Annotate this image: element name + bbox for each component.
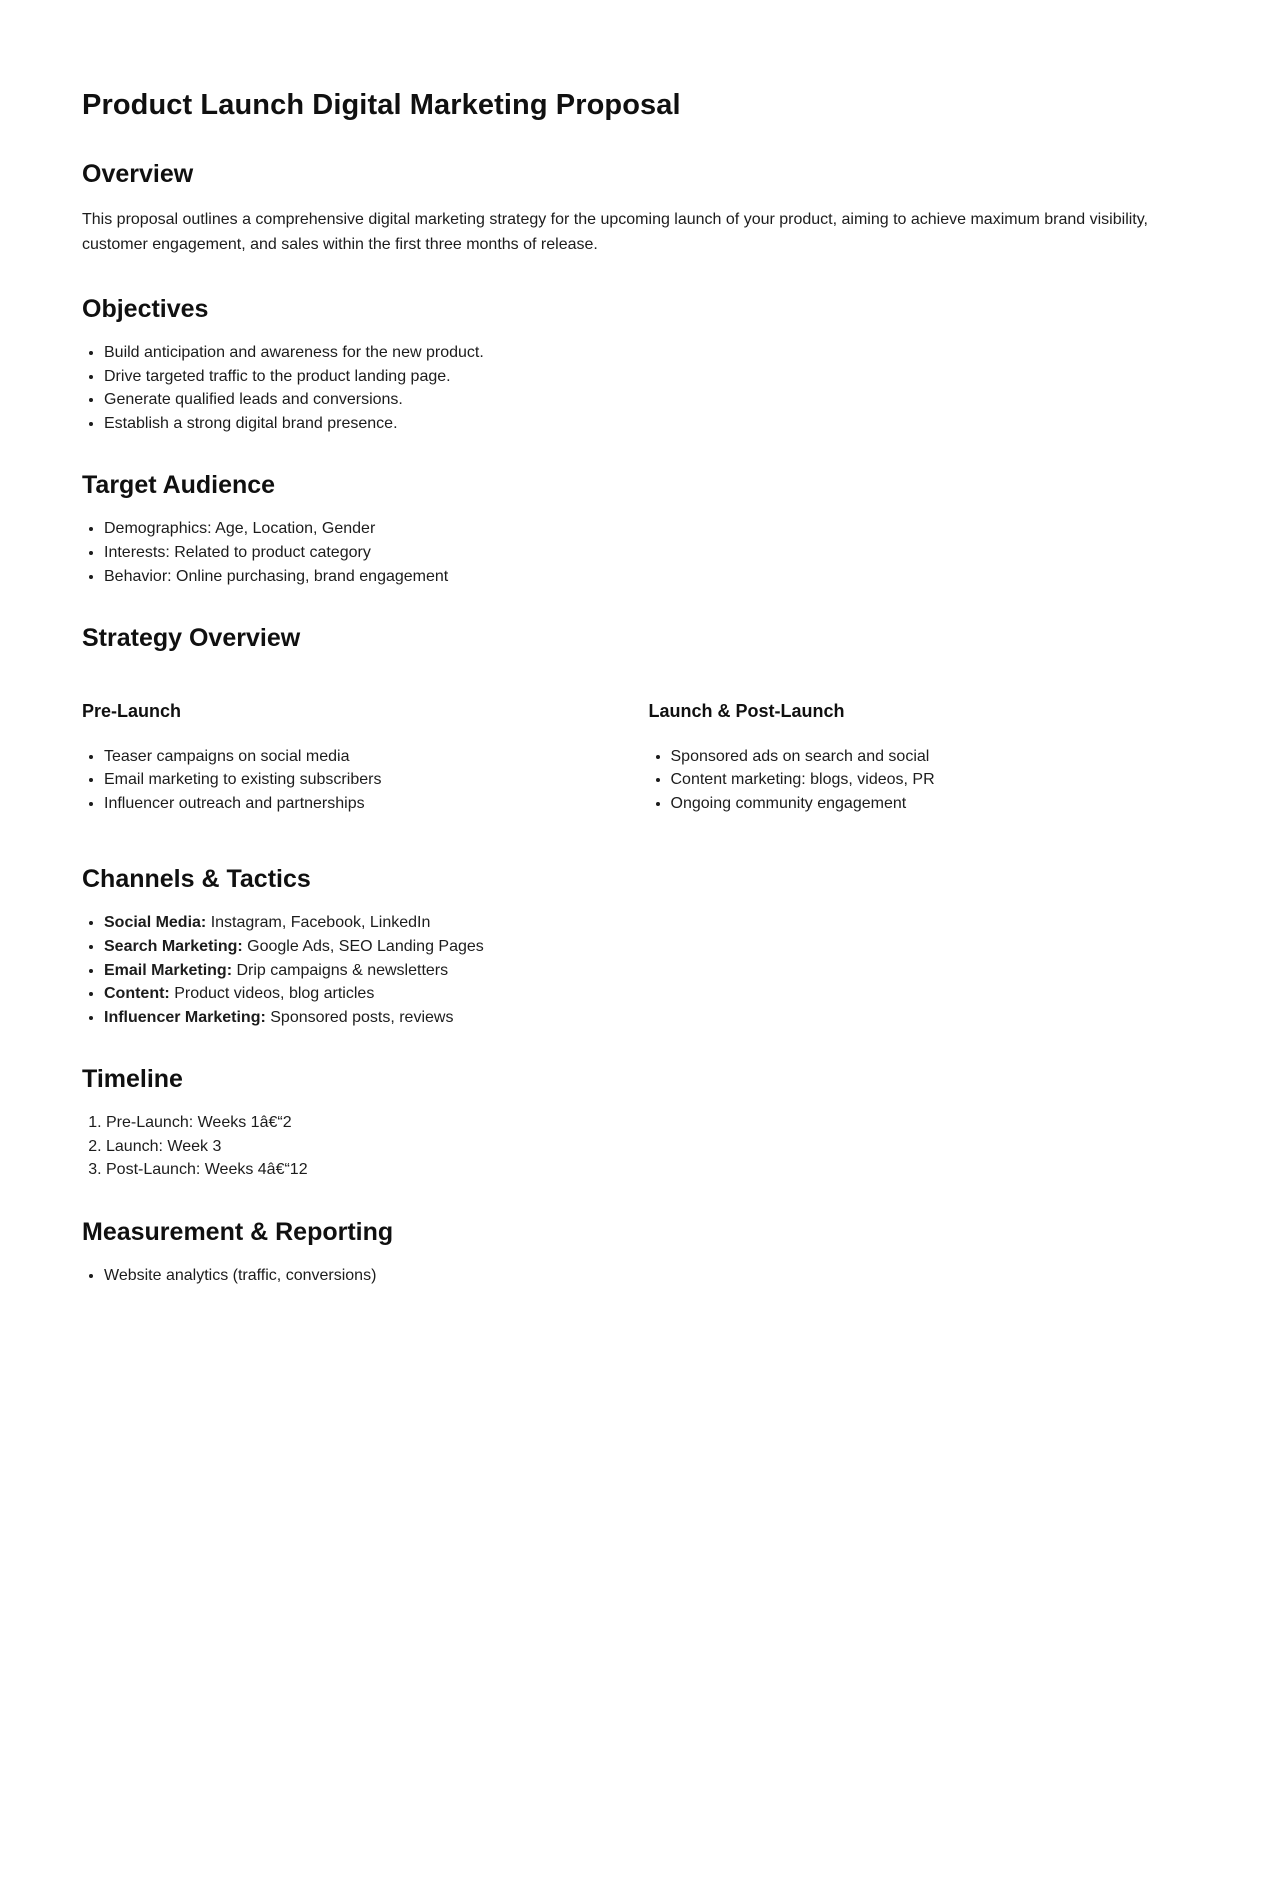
channels-tactics-list: [82, 912, 1181, 1028]
list-item: 2. Launch: Week 3: [106, 1136, 1181, 1158]
section-overview: [82, 159, 1181, 258]
list-item: [104, 936, 1181, 958]
measurement-reporting-heading: Measurement & Reporting: [82, 1218, 394, 1247]
list-item: • Ongoing community engagement: [671, 793, 1182, 815]
list-item: • Establish a strong digital brand presence.: [104, 413, 1181, 435]
list-item: 1. Pre-Launch: Weeks 1â€“2: [106, 1112, 1181, 1134]
section-objectives: [82, 294, 1181, 434]
strategy-column-pre-launch: [82, 671, 615, 828]
list-item: [104, 960, 1181, 982]
list-item: • Teaser campaigns on social media: [104, 746, 615, 768]
objectives-list: [82, 342, 1181, 434]
list-item: • Behavior: Online purchasing, brand engagement: [104, 566, 1181, 588]
list-item: • Content marketing: blogs, videos, PR: [671, 769, 1182, 791]
strategy-overview-heading: Strategy Overview: [82, 624, 301, 653]
strategy-column-launch-post-launch: [649, 671, 1182, 828]
section-channels-tactics: [82, 864, 1181, 1028]
channel-text: Instagram, Facebook, LinkedIn: [206, 914, 431, 932]
list-item: • Generate qualified leads and conversions.: [104, 389, 1181, 411]
section-strategy-overview: [82, 623, 1181, 828]
target-audience-heading: Target Audience: [82, 471, 276, 500]
timeline-list: [82, 1112, 1181, 1181]
list-item: • Email marketing to existing subscribers: [104, 769, 615, 791]
list-item: • Demographics: Age, Location, Gender: [104, 518, 1181, 540]
list-item: [104, 983, 1181, 1005]
launch-post-launch-list: [649, 746, 1182, 815]
list-item: • Influencer outreach and partnerships: [104, 793, 615, 815]
channel-text: Google Ads, SEO Landing Pages: [242, 937, 484, 955]
section-timeline: [82, 1064, 1181, 1181]
channel-label: Social Media:: [104, 914, 207, 932]
list-item: [104, 1007, 1181, 1029]
channel-label: Search Marketing:: [104, 937, 243, 955]
list-item: • Website analytics (traffic, conversions): [104, 1265, 1181, 1287]
pre-launch-list: [82, 746, 615, 815]
channel-text: Product videos, blog articles: [169, 985, 375, 1003]
section-measurement-reporting: [82, 1217, 1181, 1287]
channel-label: Influencer Marketing:: [104, 1008, 266, 1026]
overview-paragraph: This proposal outlines a comprehensive digital marketing strategy for the upcoming launch of your product, aiming to achieve maximum brand visibility, customer engagement, and sales within the first three months of release.: [82, 210, 1148, 254]
target-audience-list: [82, 518, 1181, 587]
section-target-audience: [82, 470, 1181, 587]
list-item: • Interests: Related to product category: [104, 542, 1181, 564]
channel-text: Sponsored posts, reviews: [265, 1008, 454, 1026]
launch-post-launch-heading: Launch & Post-Launch: [648, 701, 845, 722]
list-item: • Drive targeted traffic to the product landing page.: [104, 366, 1181, 388]
timeline-heading: Timeline: [82, 1065, 183, 1094]
list-item: 3. Post-Launch: Weeks 4â€“12: [106, 1159, 1181, 1181]
page-title: Product Launch Digital Marketing Proposal: [82, 89, 681, 121]
pre-launch-heading: Pre-Launch: [82, 701, 182, 722]
overview-heading: Overview: [82, 159, 194, 188]
channel-label: Email Marketing:: [104, 961, 233, 979]
measurement-reporting-list: [82, 1265, 1181, 1287]
objectives-heading: Objectives: [82, 294, 209, 323]
strategy-columns: [82, 671, 1181, 828]
channel-label: Content:: [104, 985, 170, 1003]
list-item: [104, 912, 1181, 934]
channel-text: Drip campaigns & newsletters: [232, 961, 449, 979]
list-item: • Sponsored ads on search and social: [671, 746, 1182, 768]
channels-tactics-heading: Channels & Tactics: [82, 865, 311, 894]
list-item: • Build anticipation and awareness for the new product.: [104, 342, 1181, 364]
